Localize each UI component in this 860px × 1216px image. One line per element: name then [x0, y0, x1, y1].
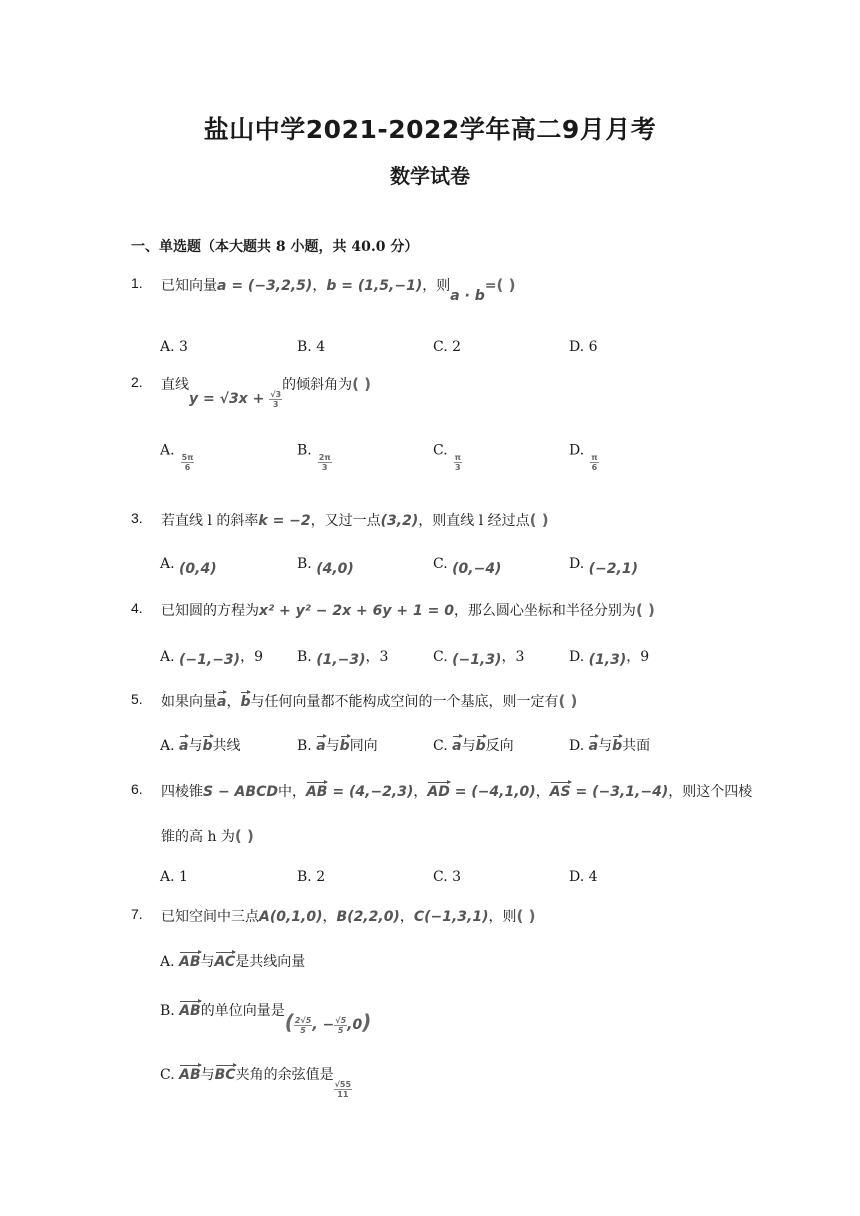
- question-text: [161, 691, 577, 711]
- vector-ad: AD: [427, 784, 450, 800]
- text: ，则直线 l 经过点: [418, 513, 530, 529]
- option-d: D. 6: [569, 339, 598, 355]
- question-number: 4.: [131, 600, 143, 616]
- option-c: C. AB与BC夹角的余弦值是 $\frac{√55}{11}$: [160, 1067, 352, 1099]
- text: ，又过一点: [310, 513, 381, 529]
- question-text: [161, 374, 372, 409]
- section-heading: 一、单选题（本大题共 8 小题，共 40.0 分）: [131, 239, 419, 255]
- text: 如果向量: [161, 694, 217, 710]
- text: =: [484, 278, 497, 294]
- math-expr: a · b: [450, 288, 485, 304]
- text: 已知圆的方程为: [161, 603, 259, 619]
- vector-b: b: [240, 694, 251, 710]
- math-expr: A(0,1,0): [259, 909, 323, 925]
- text: ，那么圆心坐标和半径分别为: [453, 603, 636, 619]
- option-a: A. 3: [160, 339, 188, 355]
- question-number: 5.: [131, 691, 143, 707]
- option-b: B. AB的单位向量是( $\frac{2√5}{5}$ , − $\frac{√5}{5}$ ,0): [160, 1003, 372, 1035]
- math-expr: = (−3,1,−4): [570, 784, 669, 800]
- question-text: [161, 510, 549, 530]
- math-expr: B(2,2,0): [336, 909, 400, 925]
- text: ，: [413, 784, 428, 800]
- text: ，: [399, 909, 414, 925]
- answer-paren: ( ): [496, 276, 516, 294]
- option-b: B. (4,0): [297, 556, 354, 577]
- answer-paren: ( ): [635, 601, 655, 619]
- text: ，: [226, 694, 241, 710]
- option-c: C. (−1,3)，3: [433, 649, 525, 668]
- option-b: B. a与b同向: [297, 738, 378, 754]
- math-expr: k = −2: [258, 513, 311, 529]
- math-expr: a = (−3,2,5): [217, 278, 313, 294]
- question-text: [161, 826, 254, 846]
- text: 已知向量: [161, 278, 217, 294]
- question-number: 7.: [131, 906, 143, 922]
- option-d: D. a与b共面: [569, 738, 651, 754]
- option-d: D. $\frac{\pi}{6}$: [569, 442, 598, 472]
- text: ，: [312, 278, 327, 294]
- text: 锥的高 h 为: [161, 829, 235, 845]
- text: 直线: [161, 377, 189, 393]
- answer-paren: ( ): [558, 692, 578, 710]
- option-a: A. $\frac{5\pi}{6}$: [160, 442, 194, 472]
- option-b: B. (1,−3)，3: [297, 649, 389, 668]
- option-d: D. 4: [569, 869, 598, 885]
- option-a: A. 1: [160, 869, 188, 885]
- vector-ab: AB: [305, 784, 328, 800]
- option-a: A. AB与AC是共线向量: [160, 954, 306, 970]
- option-d: D. (−2,1): [569, 556, 638, 577]
- question-number: 1.: [131, 275, 143, 291]
- answer-paren: ( ): [516, 907, 536, 925]
- question-number: 3.: [131, 510, 143, 526]
- question-text: [161, 275, 516, 304]
- question-text: [161, 600, 655, 620]
- option-b: B. 2: [297, 869, 326, 885]
- text: 已知空间中三点: [161, 909, 259, 925]
- text: 四棱锥: [161, 784, 203, 800]
- option-b: B. 4: [297, 339, 326, 355]
- text: ，则: [422, 278, 451, 294]
- option-c: C. (0,−4): [433, 556, 502, 577]
- option-c: C. $\frac{\pi}{3}$: [433, 442, 461, 472]
- text: ，则: [488, 909, 517, 925]
- answer-paren: ( ): [352, 375, 372, 393]
- option-c: C. a与b反向: [433, 738, 514, 754]
- option-d: D. (1,3)，9: [569, 649, 650, 668]
- text: 的倾斜角为: [282, 377, 353, 393]
- math-expr: b = (1,5,−1): [326, 278, 423, 294]
- page-title: 盐山中学2021-2022学年高二9月月考: [203, 115, 657, 144]
- option-a: A. (0,4): [160, 556, 217, 577]
- text: ，则这个四棱: [668, 784, 753, 800]
- option-b: B. $\frac{2\pi}{3}$: [297, 442, 331, 472]
- text: 若直线 l 的斜率: [161, 513, 259, 529]
- answer-paren: ( ): [234, 827, 254, 845]
- vector-as: AS: [549, 784, 571, 800]
- math-expr: (3,2): [380, 513, 419, 529]
- option-a: A. a与b共线: [160, 738, 241, 754]
- math-expr: S − ABCD: [203, 784, 278, 800]
- fraction: $\frac{√3}{3}$: [270, 389, 282, 409]
- text: ，: [535, 784, 550, 800]
- question-text: [161, 781, 752, 801]
- option-c: C. 2: [433, 339, 462, 355]
- question-number: 2.: [131, 374, 143, 390]
- math-expr: x² + y² − 2x + 6y + 1 = 0: [259, 603, 454, 619]
- answer-paren: ( ): [529, 511, 549, 529]
- math-expr: C(−1,3,1): [413, 909, 489, 925]
- text: 中，: [277, 784, 306, 800]
- text: 与任何向量都不能构成空间的一个基底，则一定有: [250, 694, 559, 710]
- question-text: [161, 906, 535, 926]
- option-c: C. 3: [433, 869, 462, 885]
- vector-a: a: [217, 694, 227, 710]
- question-number: 6.: [131, 781, 143, 797]
- text: ，: [322, 909, 337, 925]
- math-expr: = (−4,1,0): [449, 784, 536, 800]
- math-expr: y = √3x +: [189, 391, 270, 407]
- page-subtitle: 数学试卷: [390, 164, 470, 188]
- math-expr: = (4,−2,3): [327, 784, 414, 800]
- option-a: A. (−1,−3)，9: [160, 649, 263, 668]
